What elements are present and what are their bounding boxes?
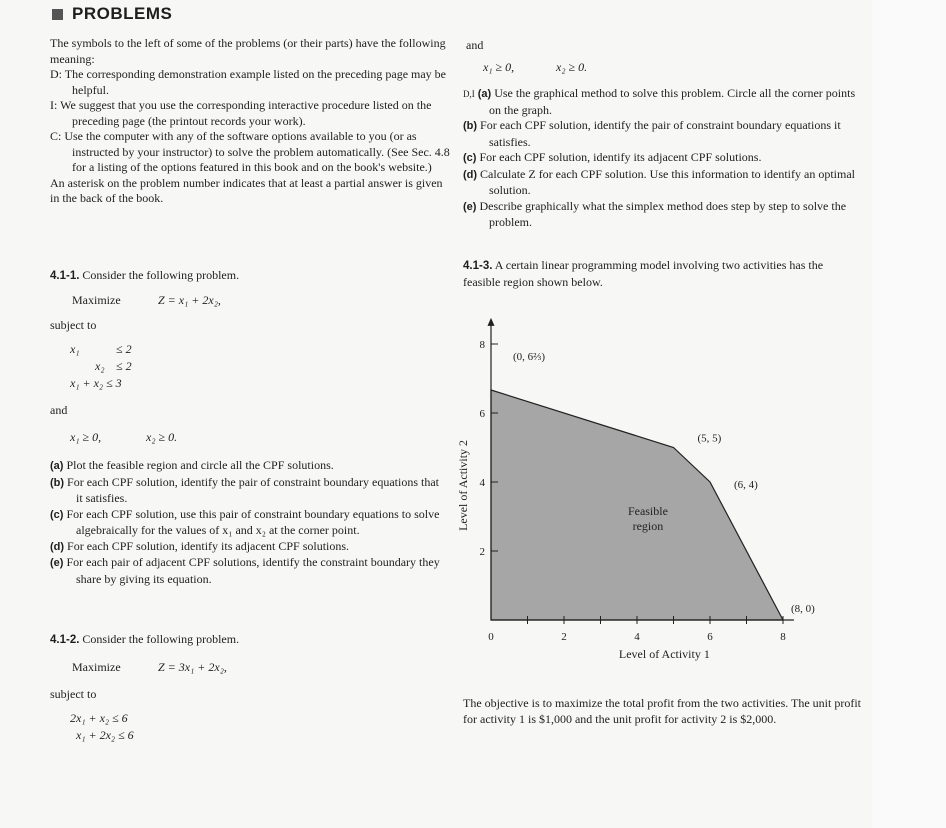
part-c [50, 507, 448, 539]
part-text: For each CPF solution, identify the pair of constraint boundary equations that it satisfies. [67, 474, 439, 505]
part-text: For each CPF solution, use this pair of constraint boundary equations to solve algebraically for the values of x₁ and x₂ at the corner point. [66, 506, 440, 537]
nonneg-x1: x₁ ≥ 0, [70, 430, 102, 444]
part-text: For each pair of adjacent CPF solutions, identify the constraint boundary they share by giving its equation. [66, 555, 440, 586]
problem-number: 4.1-1. [50, 270, 80, 282]
point-label: (6, 4) [734, 479, 758, 491]
feasible-region-chart [455, 300, 875, 680]
problem-4-1-3-closing: The objective is to maximize the total profit from the two activities. The unit profit for activity 1 is $1,000 and the unit profit for activity 2 is $2,000. [463, 696, 862, 726]
x-tick-label: 0 [488, 631, 494, 643]
part-label: (e) [463, 200, 477, 213]
part-prefix: D,I [463, 89, 475, 99]
problem-4-1-3-heading [463, 258, 863, 290]
part-e [463, 199, 861, 231]
left-column [50, 36, 450, 207]
subject-to-label: subject to [50, 687, 97, 701]
x-axis-label: Level of Activity 1 [618, 647, 710, 661]
constraint-1-lhs: x₁ [70, 342, 80, 356]
part-text: For each CPF solution, identify its adjacent CPF solutions. [479, 150, 762, 164]
point-label: (0, 6⅔) [513, 350, 546, 363]
square-bullet-icon [52, 9, 63, 20]
part-b [50, 475, 448, 507]
and-label: and [466, 38, 484, 52]
constraint-1-rhs: ≤ 2 [116, 342, 132, 356]
legend-item-c [50, 129, 450, 176]
legend-symbol: I: [50, 98, 58, 112]
region-label: region [632, 518, 664, 533]
part-text: Describe graphically what the simplex method does step by step to solve the problem. [479, 198, 847, 229]
point-label: (5, 5) [697, 432, 722, 445]
problem-number: 4.1-2. [50, 634, 80, 646]
x-tick-label: 6 [707, 631, 713, 643]
part-label: (a) [50, 460, 64, 472]
problem-lead: A certain linear programming model involving two activities has the feasible region shown below. [463, 258, 824, 289]
problem-4-1-2-parts [463, 86, 861, 231]
legend-item-i [50, 98, 450, 129]
part-label: (b) [50, 476, 65, 489]
section-title [52, 4, 172, 24]
asterisk-note: An asterisk on the problem number indicates that at least a partial answer is given in the back of the book. [50, 175, 443, 205]
maximize-label: Maximize [72, 660, 121, 674]
part-text: Use the graphical method to solve this problem. Circle all the corner points on the graph. [489, 86, 856, 117]
legend-text: Use the computer with any of the software options available to you (or as instructed by your instructor) to solve the problem automatically. (See Sec. 4.8 for a listing of the options featured in this book and on the book's website.) [64, 129, 450, 174]
constraint-2-rhs: ≤ 2 [116, 359, 132, 373]
problem-4-1-2-heading [50, 632, 450, 649]
x-tick-label: 2 [561, 631, 567, 643]
region-label: Feasible [627, 503, 668, 518]
section-title-text: PROBLEMS [72, 4, 173, 23]
page-margin [872, 0, 946, 828]
legend-symbol: C: [50, 129, 62, 143]
constraint-2-lhs: x₂ [95, 359, 105, 373]
part-label: (c) [463, 152, 477, 164]
and-label: and [50, 403, 68, 417]
maximize-label: Maximize [72, 293, 121, 307]
constraint-3: x₁ + x₂ ≤ 3 [70, 376, 122, 390]
objective-function: Z = 3x₁ + 2x₂, [158, 660, 227, 674]
y-tick-label: 8 [479, 339, 485, 351]
legend-symbol: D: [50, 67, 62, 81]
part-text: For each CPF solution, identify the pair of constraint boundary equations it satisfies. [480, 118, 841, 149]
part-b [463, 118, 861, 150]
legend-text: The corresponding demonstration example listed on the preceding page may be helpful. [64, 67, 447, 97]
legend-text: We suggest that you use the corresponding interactive procedure listed on the preceding page (the printout records your work). [60, 98, 432, 128]
intro-text: The symbols to the left of some of the problems (or their parts) have the following meaning: [50, 36, 446, 66]
part-text: For each CPF solution, identify its adjacent CPF solutions. [67, 538, 350, 553]
legend-item-d [50, 67, 450, 98]
x-tick-label: 8 [780, 631, 786, 643]
constraint-2: x₁ + 2x₂ ≤ 6 [76, 728, 134, 742]
nonneg-x2: x₂ ≥ 0. [146, 430, 178, 444]
part-label: (d) [50, 540, 65, 553]
y-tick-label: 2 [479, 546, 485, 558]
part-a [463, 86, 861, 118]
part-label: (e) [50, 557, 64, 569]
problem-lead: Consider the following problem. [82, 268, 240, 282]
problem-number: 4.1-3. [463, 260, 493, 272]
part-c [463, 150, 861, 167]
subject-to-label: subject to [50, 318, 97, 332]
part-d [463, 167, 861, 199]
objective-function: Z = x₁ + 2x₂, [158, 293, 221, 307]
y-tick-label: 6 [479, 408, 485, 420]
part-e [50, 555, 448, 587]
part-text: Plot the feasible region and circle all the CPF solutions. [66, 458, 334, 472]
part-text: Calculate Z for each CPF solution. Use this information to identify an optimal solution. [480, 166, 855, 197]
nonneg-x2: x₂ ≥ 0. [556, 60, 588, 74]
part-label: (d) [463, 168, 478, 181]
x-tick-label: 4 [634, 631, 640, 643]
part-label: (a) [477, 88, 492, 100]
point-label: (8, 0) [791, 603, 815, 615]
y-tick-label: 4 [479, 477, 485, 489]
problem-lead: Consider the following problem. [82, 632, 240, 646]
part-a [50, 458, 448, 475]
part-label: (c) [50, 508, 64, 521]
y-axis-arrow-icon [488, 318, 495, 326]
part-d [50, 539, 448, 556]
problem-4-1-1-heading [50, 268, 450, 285]
part-label: (b) [463, 120, 478, 132]
y-axis-label: Level of Activity 2 [456, 439, 470, 531]
problem-4-1-1-parts [50, 458, 448, 587]
constraint-1: 2x₁ + x₂ ≤ 6 [70, 711, 128, 725]
nonneg-x1: x₁ ≥ 0, [483, 60, 515, 74]
